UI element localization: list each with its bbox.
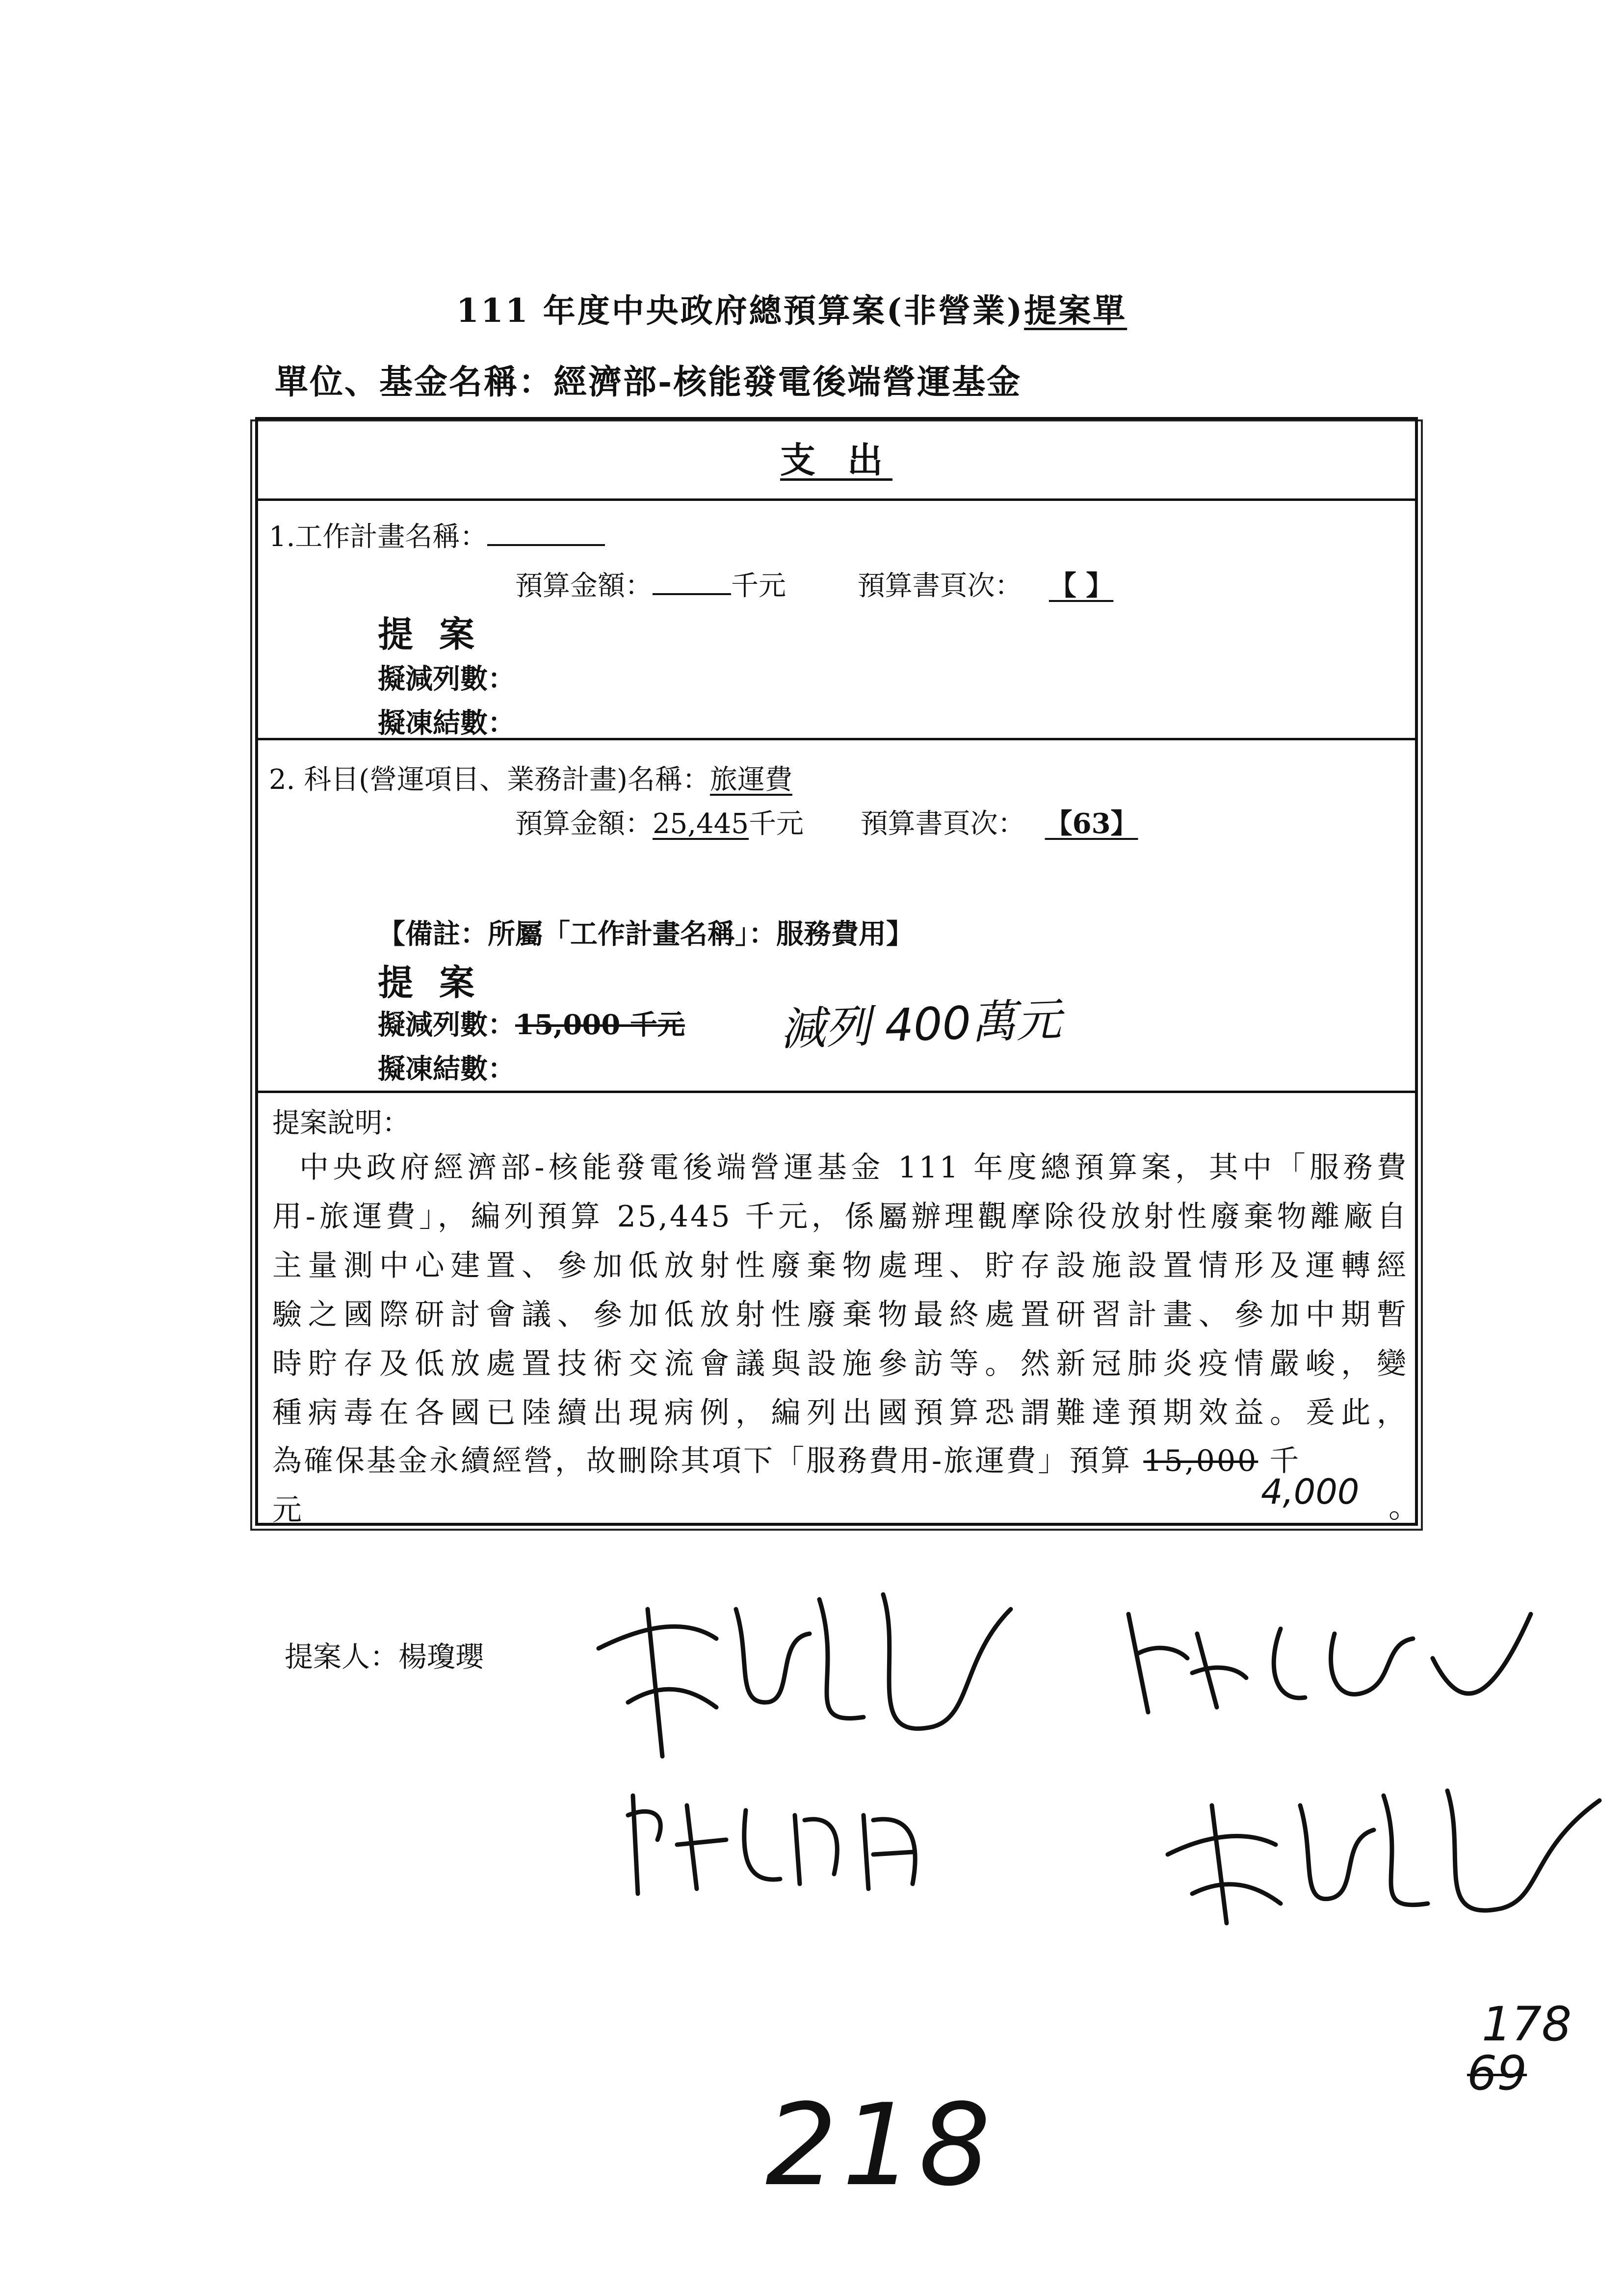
explanation-unit-thousand: 千 [1269,1444,1301,1478]
item2-budget-row [515,802,1158,841]
explanation-period: 。 [1388,1489,1420,1525]
item2-row [269,758,792,797]
item1-name-blank [487,520,605,546]
item1-reduce-label: 擬減列數： [378,663,515,695]
title-main: 111 年度中央政府總預算案(非營業) [456,291,1024,330]
divider-item2 [258,1091,1415,1093]
title-suffix: 提案單 [1024,291,1127,330]
item1-freeze-label: 擬凍結數： [378,707,515,739]
item1-budget-row [515,564,1140,603]
explanation-line-2 [272,1192,1408,1241]
item2-note: 【備註：所屬「工作計畫名稱」：服務費用】 [378,918,914,950]
explanation-text-7: 為確保基金永續經營，故刪除其項下「服務費用-旅運費」預算 [272,1444,1132,1478]
item1-page-value: 【 】 [1048,570,1114,602]
item1-budget-unit: 千元 [731,570,786,602]
signature-4 [1158,1776,1619,1933]
divider-header [258,498,1415,501]
signature-3 [618,1786,971,1904]
explanation-struck-amount: 15,000 [1143,1444,1258,1478]
item2-label: 2. 科目(營運項目、業務計畫)名稱： [269,764,710,796]
explanation-line-6 [272,1388,1408,1437]
explanation-text-3: 主量測中心建置、參加低放射性廢棄物處理、貯存設施設置情形及運轉經 [272,1249,1408,1283]
item2-name-value: 旅運費 [709,764,792,796]
item2-reduce-label: 擬減列數： [378,1009,515,1041]
explanation-line-1 [299,1143,1408,1192]
document-title [456,285,1127,331]
section-header-expense: 支 出 [780,439,893,481]
explanation-line-4 [272,1290,1408,1339]
page-number: 218 [765,2080,995,2211]
item2-reduce-handwritten: 減列 400萬元 [779,993,1062,1056]
item2-freeze-label: 擬凍結數： [378,1053,515,1085]
explanation-line-8: 元 [272,1493,302,1527]
explanation-text-6: 種病毒在各國已陸續出現病例，編列出國預算恐謂難達預期效益。爰此， [272,1396,1408,1430]
item1-label: 1.工作計畫名稱： [269,521,488,553]
item2-reduce-row [378,1003,685,1043]
signature-2 [1119,1594,1541,1732]
item1-row [269,515,605,554]
item2-budget-label: 預算金額： [515,808,653,840]
item1-budget-blank [653,569,731,595]
item2-proposal-heading: 提 案 [378,962,482,1003]
item2-budget-value: 25,445 [653,808,749,840]
item2-budget-unit: 千元 [748,808,804,840]
item1-proposal-heading: 提 案 [378,613,482,655]
explanation-text-5: 時貯存及低放處置技術交流會議與設施參訪等。然新冠肺炎疫情嚴峻，變 [272,1347,1408,1381]
explanation-text-2: 用-旅運費」，編列預算 25,445 千元，係屬辦理觀摩除役放射性廢棄物離廠自 [272,1200,1408,1234]
item1-page-label: 預算書頁次： [857,570,1022,602]
item2-page-value: 【63】 [1045,808,1138,840]
explanation-text-1: 中央政府經濟部-核能發電後端營運基金 111 年度總預算案，其中「服務費 [299,1150,1408,1185]
explanation-label: 提案說明： [272,1107,410,1139]
signature-1 [589,1580,1040,1766]
item1-budget-label: 預算金額： [515,570,653,602]
corner-number-top: 178 [1482,1997,1572,2052]
corner-number-bottom: 69 [1467,2046,1527,2101]
explanation-text-4: 驗之國際研討會議、參加低放射性廢棄物最終處置研習計畫、參加中期暫 [272,1298,1408,1332]
explanation-handwritten-amount: 4,000 [1261,1472,1360,1512]
unit-fund-name: 單位、基金名稱：經濟部-核能發電後端營運基金 [275,363,1022,402]
proposer-label: 提案人：楊瓊瓔 [285,1640,484,1673]
item2-page-label: 預算書頁次： [860,808,1025,840]
explanation-line-7 [272,1437,1301,1480]
explanation-line-3 [272,1241,1408,1290]
item2-reduce-struck: 15,000 千元 [515,1009,685,1041]
explanation-line-5 [272,1339,1408,1388]
